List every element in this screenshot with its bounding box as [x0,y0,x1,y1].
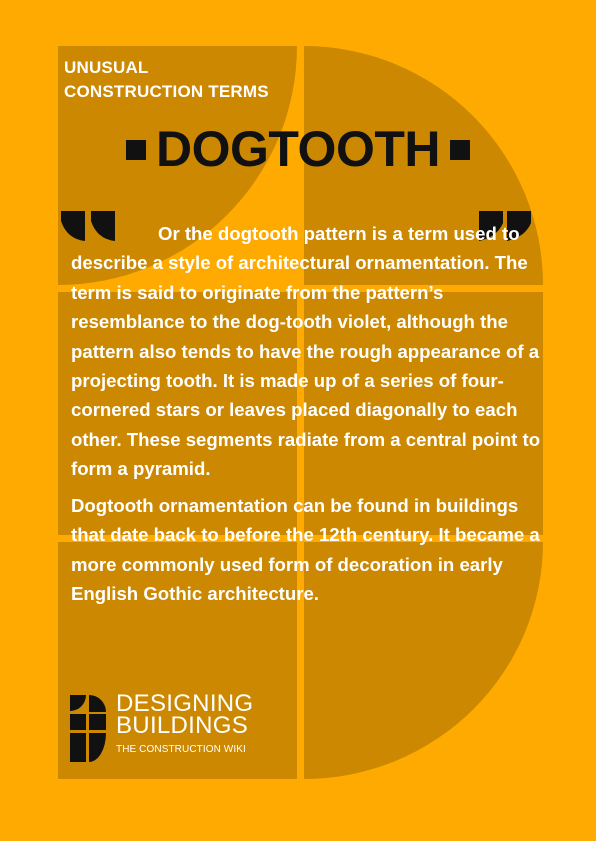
kicker-line-2: CONSTRUCTION TERMS [64,82,269,101]
title-square-right-icon [450,140,470,160]
kicker-line-1: UNUSUAL [64,58,149,77]
body-paragraph-2: Dogtooth ornamentation can be found in buildings that date back to before the 12th century. It became a more commonly used form of decoration in early English Gothic architecture. [71,495,540,605]
brand-line-2: BUILDINGS [116,712,249,739]
series-kicker [64,56,269,104]
brand-line-1: DESIGNING [116,690,254,717]
title-square-left-icon [126,140,146,160]
brand-wordmark [116,690,254,757]
title-text: DOGTOOTH [156,121,440,177]
designing-buildings-logo-icon [70,695,106,762]
page-title [0,118,596,180]
brand-tagline: THE CONSTRUCTION WIKI [116,744,246,755]
body-paragraph-1: Or the dogtooth pattern is a term used to describe a style of architectural ornamentation. The term is said to originate from the pattern’s resemblance to the dog-tooth violet, although the pattern also tends to have the rough appearance of a projecting tooth. It is made up of a series of four-cornered stars or leaves placed diagonally to each other. These segments radiate from a central point to form a pyramid. [71,223,541,480]
